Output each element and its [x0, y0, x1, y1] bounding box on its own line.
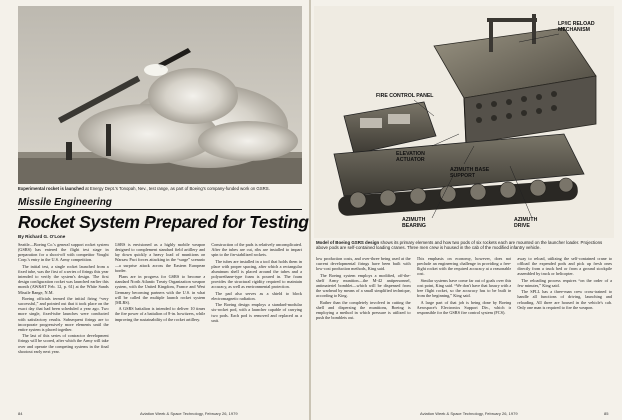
publication-footer: Aviation Week & Space Technology, February 26, 1979: [420, 411, 518, 416]
paragraph: Boeing officials termed the initial firing “very successful,” and pointed out that it took place on the exact day that had been scheduled a year ago. Two more single, fixed-tube launches were conducted with satisfactory results. Subsequent firings are to incorporate progressively more elements until the entire system is placed together.: [18, 295, 109, 332]
paragraph: Seattle—Boeing Co.'s general support rocket system (GSRS) has entered the flight test stage in preparation for a shoot-off with competitor Vought Corp.'s entry in the U.S. Army competition.: [18, 242, 109, 263]
paragraph: GSRS is envisioned as a highly mobile weapon designed to complement standard field artillery and lay down quickly a heavy load of munitions on Warsaw Pact forces attacking in the “surge” scenario—a surprise attack across the Eastern European border.: [114, 242, 206, 273]
caption-lead: Model of Boeing GSRS design: [316, 240, 380, 245]
callout-azimuth-bearing: AZIMUTH BEARING: [402, 217, 426, 229]
photo-caption: [18, 186, 302, 191]
gsrs-model-illustration: [314, 6, 614, 238]
body-column-4: [316, 256, 411, 408]
body-column-3: [211, 242, 302, 408]
byline: By Richard G. O'Lone: [18, 234, 66, 239]
article-headline: Rocket System Prepared for Testing: [18, 212, 309, 232]
section-rule: [18, 209, 302, 210]
left-body-columns: [18, 242, 302, 408]
caption-text: shows its primary elements and how two pods of six rockets each are mounted on the launcher loader. Projections above pods are self-contained loading cranes. Three men crew is housed in the cab of the modified infantry vehicle.: [316, 240, 603, 251]
paragraph: low production costs, and over-three being used at the current developmental firings have been built with low-cost production methods, King said.: [316, 256, 411, 272]
publication-footer: Aviation Week & Space Technology, February 26, 1979: [140, 411, 238, 416]
paragraph: The reloading process requires “on the order of a few minutes,” King said.: [517, 277, 613, 288]
paragraph: This emphasis on economy, however, does not preclude an engineering challenge in providing a free-flight rocket with the required accuracy at a reasonable cost.: [416, 256, 512, 277]
callout-azimuth-base-support: AZIMUTH BASE SUPPORT: [450, 167, 490, 179]
callout-reload-mechanism: LP/IC RELOAD MECHANISM: [558, 21, 595, 33]
paragraph: The last of this series of contractor development firings will be scored, after which the Army will take over and operate the competing systems in the final shootout early next year.: [18, 333, 109, 354]
paragraph: Plans are in progress for GSRS to become a standard North Atlantic Treaty Organization weapon system, with the United Kingdom, France and West Germany becoming partners with the U.S. in what will be called the multiple launch rocket system (MLRS).: [114, 274, 206, 305]
rocket-launch-photo: [18, 6, 302, 184]
body-column-1: [18, 242, 109, 408]
body-column-5: [417, 256, 512, 408]
paragraph: Construction of the pads is relatively uncomplicated. After the tubes are cut, ribs are installed to impart spin to the fin-stabilized rockets.: [211, 242, 303, 258]
body-column-2: [115, 242, 206, 408]
caption-text: at Energy Dept.'s Tonopah, Nev., test range, as part of Boeing's company-funded work on GSRS.: [83, 186, 270, 191]
paragraph: Rather than the completely involved in cutting the shell and dispersing the munitions, Boeing is employing a method in which pressure is utilized to push the bomblets out.: [316, 299, 411, 321]
section-label: Missile Engineering: [18, 197, 112, 208]
paragraph: A GSRS battalion is intended to deliver 10 times the fire power of a battalion of 8-in. howitzers, while improving the sustainability of the rocket artillery.: [114, 306, 206, 322]
page-number: 85: [604, 411, 609, 416]
paragraph: The initial test, a single rocket launched from a fixed tube, was the first of a series of firings this year intended to verify the system's design. The first design configuration rocket was launched earlier this month (AW&ST Feb. 12, p. 61) at the White Sands Missile Range, N.M.: [18, 263, 109, 295]
right-body-columns: [316, 256, 612, 408]
paragraph: The Boeing design employs a standard-modular six-rocket pod, with a launcher capable of carrying two pods. Each pod is removed and replaced as a unit.: [211, 302, 303, 323]
paragraph: Similar systems have come far out of goals over this cost point, King said. “We don't have that luxury with a free flight rocket, so the accuracy has to be built in from the beginning,” King said.: [416, 277, 512, 299]
callout-azimuth-drive: AZIMUTH DRIVE: [514, 217, 538, 229]
paragraph: away to reload, utilizing the self-contained crane to offload the expended pods and pick up fresh ones directly from a truck bed or from a ground stockpile assembled by truck or helicopter.: [517, 256, 613, 277]
paragraph: The pad also serves as a shield to block electromagnetic radiation.: [211, 290, 303, 301]
paragraph: The SPLL has a three-man crew cross-trained to handle all functions of driving, launching and reloading. All three are housed in the vehicle's cab. Only one man is required to fire the weapon.: [517, 289, 613, 310]
caption-lead: Experimental rocket is launched: [18, 186, 84, 191]
callout-elevation-actuator: ELEVATION ACTUATOR: [396, 151, 425, 163]
callout-fire-control-panel: FIRE CONTROL PANEL: [376, 93, 434, 99]
paragraph: The Boeing system employs a modified, off-the-shelf Army munition—the M-42 antipersonnel, antimateriel bomblet—which will be dispensed from the warhead by means of a small simplified technique, according to King.: [316, 272, 411, 299]
paragraph: The tubes are installed in a tool that holds them in place with proper spacing, after which a rectangular aluminum shell is placed around the tubes and a polyurethane-type foam is poured in. The foam provides the structural rigidity required to maintain accuracy, as well as environmental protection.: [211, 258, 303, 290]
illustration-caption: [316, 240, 612, 251]
paragraph: A large part of that job is being done by Boeing Aerospace's Electronics Support Div., which is responsible for the GSRS fire control system (FCS).: [416, 299, 512, 315]
page-gutter: [309, 0, 311, 420]
page-number: 84: [18, 411, 23, 416]
body-column-6: [517, 256, 612, 408]
